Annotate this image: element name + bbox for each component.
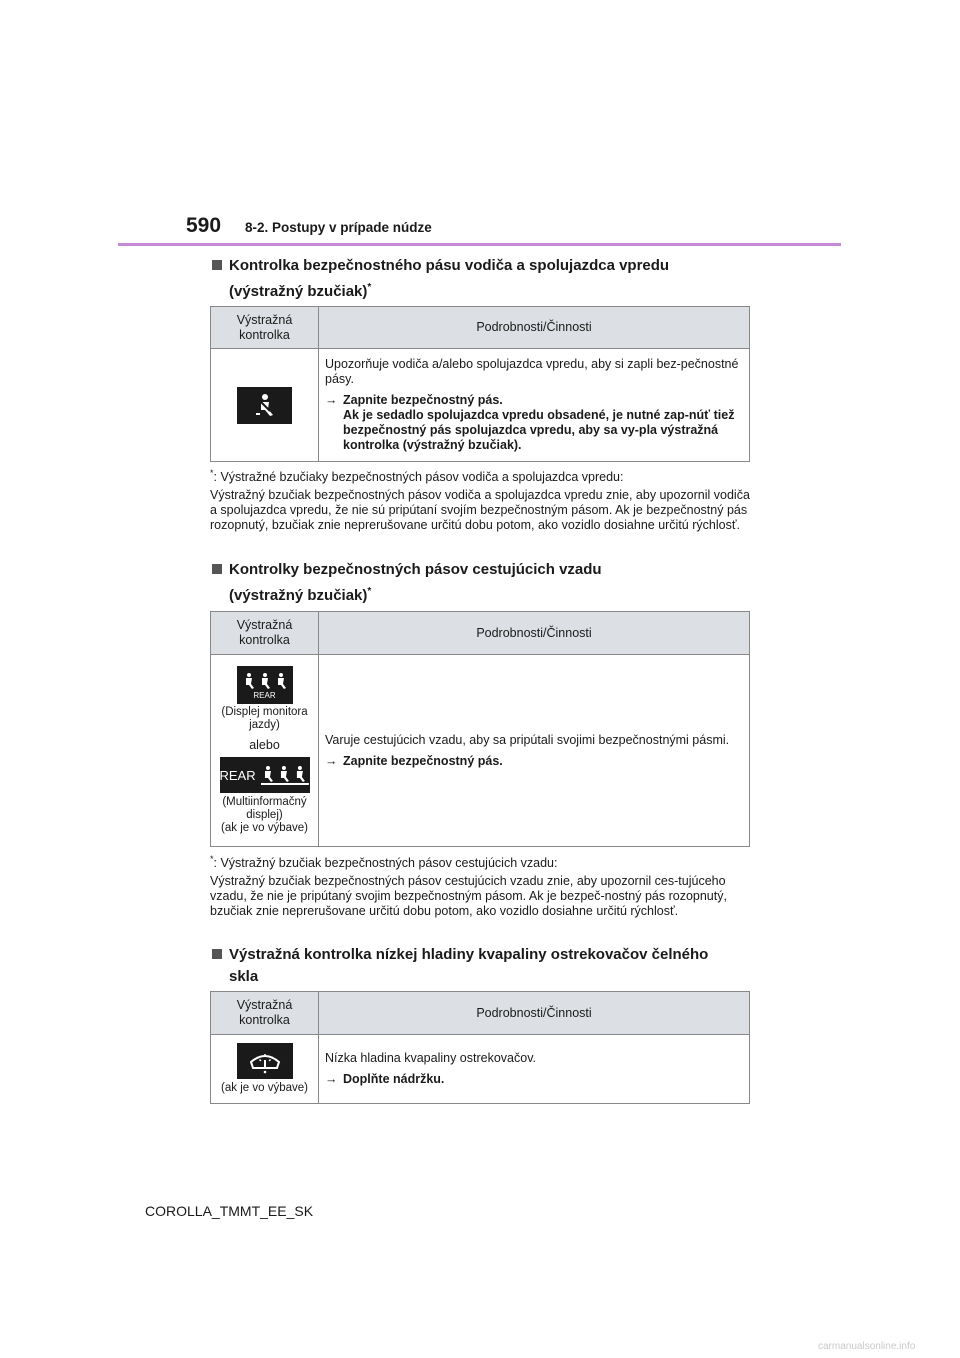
header-rule: [118, 243, 841, 246]
details-cell: [319, 655, 750, 847]
col-header-details: Podrobnosti/Činnosti: [319, 992, 750, 1035]
section3-heading-line1: Výstražná kontrolka nízkej hladiny kvapaliny ostrekovačov čelného: [229, 946, 709, 963]
section1-heading-line1: Kontrolka bezpečnostného pásu vodiča a spolujazdca vpredu: [229, 257, 670, 274]
arrow-right-icon: →: [325, 393, 338, 407]
section3-table: [210, 991, 750, 1104]
section-title: 8-2. Postupy v prípade núdze: [245, 220, 432, 235]
section3-heading-line2: skla: [229, 968, 259, 985]
icon1-caption: (Displej monitora jazdy): [221, 706, 308, 731]
note-title: *: Výstražné bzučiaky bezpečnostných pásov vodiča a spolujazdca vpredu:: [210, 468, 624, 485]
action-line: [325, 754, 743, 769]
indicator-cell: [211, 1035, 319, 1104]
section1-table: [210, 306, 750, 462]
details-desc: Varuje cestujúcich vzadu, aby sa pripútali svojimi bezpečnostnými pásmi.: [325, 732, 730, 747]
details-desc: Upozorňuje vodiča a/alebo spolujazdca vpredu, aby si zapli bez-pečnostné pásy.: [325, 357, 739, 386]
icon2-caption-equipment: (ak je vo výbave): [221, 822, 308, 834]
watermark: carmanualsonline.info: [818, 1341, 916, 1352]
arrow-right-icon: →: [325, 1072, 338, 1086]
washer-fluid-icon: [237, 1043, 293, 1079]
seatbelt-warning-icon: [237, 387, 292, 424]
bullet-square-icon: [212, 564, 222, 574]
action-line: [325, 393, 743, 453]
details-cell: [319, 1035, 750, 1104]
details-cell: [319, 349, 750, 462]
col-header-details: Podrobnosti/Činnosti: [319, 307, 750, 349]
rear-seatbelt-mid-icon: REAR: [220, 757, 310, 793]
action-line: [325, 1072, 743, 1087]
icon-caption: (ak je vo výbave): [221, 1082, 308, 1094]
or-text: alebo: [249, 738, 280, 752]
action-bold: Zapnite bezpečnostný pás.: [343, 393, 503, 407]
action-detail: Ak je sedadlo spolujazdca vpredu obsadené, je nutné zap-núť tiež bezpečnostný pás spolujazdca vpredu, aby sa vy-pla výstražná kontrolka (výstražný bzučiak).: [343, 408, 735, 452]
indicator-cell: [211, 349, 319, 462]
rear-seatbelt-monitor-icon: REAR: [237, 666, 293, 704]
col-header-indicator: Výstražná kontrolka: [211, 612, 319, 655]
section1-heading: [212, 255, 669, 303]
indicator-cell: [211, 655, 319, 847]
action-bold: Zapnite bezpečnostný pás.: [343, 753, 503, 768]
section2-heading-line2: (výstražný bzučiak)*: [229, 586, 372, 604]
section2-note: [210, 852, 755, 919]
section2-heading-line1: Kontrolky bezpečnostných pásov cestujúcich vzadu: [229, 561, 602, 578]
col-header-indicator: Výstražná kontrolka: [211, 992, 319, 1035]
details-desc: Nízka hladina kvapaliny ostrekovačov.: [325, 1051, 536, 1065]
arrow-right-icon: →: [325, 753, 338, 768]
section2-heading: [212, 559, 602, 607]
page-number: 590: [186, 214, 222, 237]
bullet-square-icon: [212, 949, 222, 959]
bullet-square-icon: [212, 260, 222, 270]
col-header-indicator: Výstražná kontrolka: [211, 307, 319, 349]
note-body: Výstražný bzučiak bezpečnostných pásov cestujúcich vzadu znie, aby upozornil ces-tujúceho vzadu, že nie je pripútaný svojim bezpečnostným pásom. Ak je bezpeč-nostný pás rozopnutý, bzučiak znie neprerušovane určitú dobu potom, ako vozidlo dosiahne určitú rýchlosť.: [210, 874, 727, 919]
col-header-details: Podrobnosti/Činnosti: [319, 612, 750, 655]
section1-heading-line2: (výstražný bzučiak)*: [229, 282, 372, 300]
note-title: *: Výstražný bzučiak bezpečnostných pásov cestujúcich vzadu:: [210, 854, 558, 871]
footer-doc-code: COROLLA_TMMT_EE_SK: [145, 1203, 314, 1219]
section1-note: [210, 466, 755, 533]
icon2-caption: (Multiinformačný displej): [222, 796, 307, 821]
section2-table: [210, 611, 750, 847]
note-body: Výstražný bzučiak bezpečnostných pásov vodiča a spolujazdca vpredu znie, aby upozornil vodiča a spolujazdca vpredu, že nie sú pripútaní svojím bezpečnostným pásom. Ak je bezpečnostný pás rozopnutý, bzučiak znie neprerušovane určitú dobu potom, ako vozidlo dosiahne určitú rýchlosť.: [210, 488, 750, 533]
section3-heading: [212, 944, 708, 988]
action-bold: Doplňte nádržku.: [343, 1072, 445, 1086]
